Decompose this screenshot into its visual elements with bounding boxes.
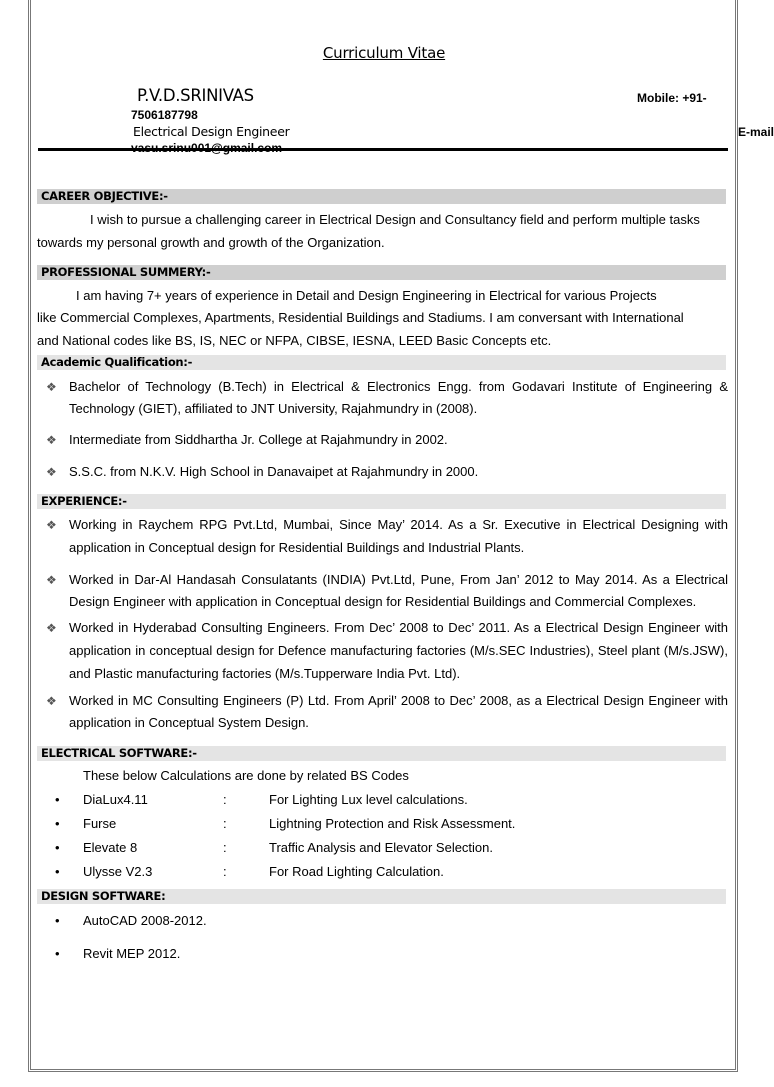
academic-item: S.S.C. from N.K.V. High School in Danavaipet at Rajahmundry in 2000. bbox=[69, 464, 479, 479]
candidate-name: P.V.D.SRINIVAS bbox=[137, 86, 254, 105]
experience-item: application in conceptual design for Defence manufacturing factories (M/s.SEC Industries), Steel plant (M/s.JSW), bbox=[69, 643, 728, 658]
design-software-item: Revit MEP 2012. bbox=[83, 946, 181, 961]
career-text-line: I wish to pursue a challenging career in Electrical Design and Consultancy field and perform multiple tasks bbox=[90, 212, 700, 227]
academic-item: Bachelor of Technology (B.Tech) in Electrical & Electronics Engg. from Godavari Institute of Engineering & bbox=[69, 379, 728, 394]
academic-item: Intermediate from Siddhartha Jr. College at Rajahmundry in 2002. bbox=[69, 432, 448, 447]
software-intro: These below Calculations are done by related BS Codes bbox=[83, 768, 409, 783]
experience-item: Worked in Hyderabad Consulting Engineers. From Dec’ 2008 to Dec’ 2011. As a Electrical Design Engineer with bbox=[69, 620, 728, 635]
email-label: E-mail bbox=[738, 125, 774, 139]
software-description: Traffic Analysis and Elevator Selection. bbox=[269, 840, 494, 855]
document-title: Curriculum Vitae bbox=[322, 44, 446, 62]
summary-text-line: like Commercial Complexes, Apartments, Residential Buildings and Stadiums. I am conversant with International bbox=[37, 310, 684, 325]
diamond-bullet-icon: ❖ bbox=[46, 621, 57, 635]
software-separator: : bbox=[223, 816, 227, 831]
software-separator: : bbox=[223, 792, 227, 807]
section-academic: Academic Qualification:- bbox=[37, 355, 726, 370]
bullet-dot-icon: • bbox=[55, 792, 60, 807]
software-description: For Road Lighting Calculation. bbox=[269, 864, 444, 879]
software-name: DiaLux4.11 bbox=[83, 792, 148, 807]
software-name: Ulysse V2.3 bbox=[83, 864, 153, 879]
academic-item: Technology (GIET), affiliated to JNT University, Rajahmundry in (2008). bbox=[69, 401, 478, 416]
section-design-software: DESIGN SOFTWARE: bbox=[37, 889, 726, 904]
candidate-role: Electrical Design Engineer bbox=[133, 124, 290, 139]
software-separator: : bbox=[223, 840, 227, 855]
diamond-bullet-icon: ❖ bbox=[46, 465, 57, 479]
software-description: Lightning Protection and Risk Assessment. bbox=[269, 816, 516, 831]
diamond-bullet-icon: ❖ bbox=[46, 518, 57, 532]
design-software-item: AutoCAD 2008-2012. bbox=[83, 913, 207, 928]
section-experience: EXPERIENCE:- bbox=[37, 494, 726, 509]
software-description: For Lighting Lux level calculations. bbox=[269, 792, 468, 807]
experience-item: Worked in MC Consulting Engineers (P) Ltd. From April’ 2008 to Dec’ 2008, as a Electrical Design Engineer with bbox=[69, 693, 728, 708]
summary-text-line: and National codes like BS, IS, NEC or NFPA, CIBSE, IESNA, LEED Basic Concepts etc. bbox=[37, 333, 552, 348]
software-name: Furse bbox=[83, 816, 117, 831]
mobile-label: Mobile: +91- bbox=[637, 91, 707, 105]
software-name: Elevate 8 bbox=[83, 840, 138, 855]
experience-item: Working in Raychem RPG Pvt.Ltd, Mumbai, Since May’ 2014. As a Sr. Executive in Electrical Designing with bbox=[69, 517, 728, 532]
experience-item: application in Conceptual System Design. bbox=[69, 715, 309, 730]
bullet-dot-icon: • bbox=[55, 816, 60, 831]
section-career-objective: CAREER OBJECTIVE:- bbox=[37, 189, 726, 204]
page-border bbox=[28, 0, 738, 1072]
career-text-line: towards my personal growth and growth of the Organization. bbox=[37, 235, 385, 250]
diamond-bullet-icon: ❖ bbox=[46, 694, 57, 708]
mobile-number: 7506187798 bbox=[131, 108, 198, 122]
bullet-dot-icon: • bbox=[55, 913, 60, 928]
bullet-dot-icon: • bbox=[55, 840, 60, 855]
section-professional-summary: PROFESSIONAL SUMMERY:- bbox=[37, 265, 726, 280]
diamond-bullet-icon: ❖ bbox=[46, 573, 57, 587]
diamond-bullet-icon: ❖ bbox=[46, 380, 57, 394]
summary-text-line: I am having 7+ years of experience in Detail and Design Engineering in Electrical for various Projects bbox=[76, 288, 657, 303]
software-separator: : bbox=[223, 864, 227, 879]
experience-item: and Plastic manufacturing factories (M/s.Tupperware India Pvt. Ltd). bbox=[69, 666, 461, 681]
section-electrical-software: ELECTRICAL SOFTWARE:- bbox=[37, 746, 726, 761]
bullet-dot-icon: • bbox=[55, 946, 60, 961]
experience-item: Worked in Dar-Al Handasah Consulatants (INDIA) Pvt.Ltd, Pune, From Jan’ 2012 to May 2014. As a Electrical bbox=[69, 572, 728, 587]
diamond-bullet-icon: ❖ bbox=[46, 433, 57, 447]
header-divider bbox=[38, 148, 728, 151]
experience-item: Design Engineer with application in Conceptual design for Residential Buildings and Commercial Complexes. bbox=[69, 594, 697, 609]
experience-item: application in Conceptual design for Residential Buildings and Industrial Plants. bbox=[69, 540, 525, 555]
bullet-dot-icon: • bbox=[55, 864, 60, 879]
